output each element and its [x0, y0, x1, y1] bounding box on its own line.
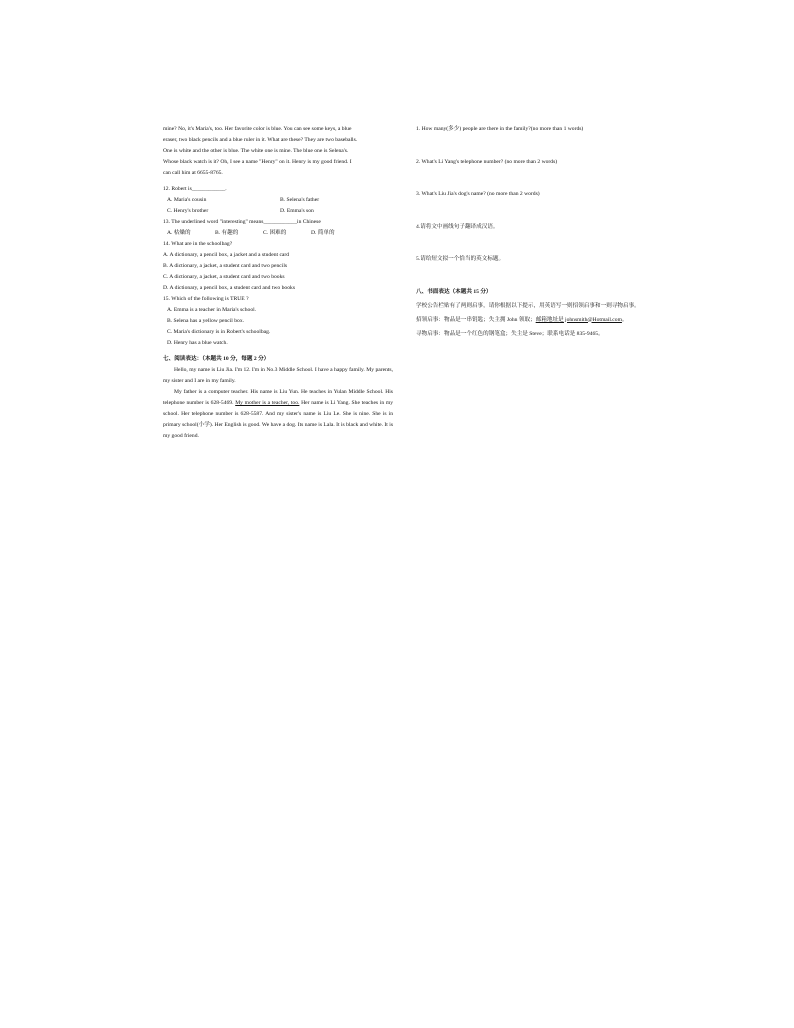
option-b: B. Selena has a yellow pencil box.	[167, 318, 245, 324]
email-address: 邮箱地址是 johnsmith@Hotmail.com	[535, 316, 622, 323]
reading-question-5: 5.请给短文拟一个恰当的英文标题。	[416, 256, 505, 262]
paragraph-text: Her name is Li Yang. She teaches in my school. Her telephone number is 628-5587. And my sister's name is Liu Le. She is nine. She is in primary school(小学). Her English is good. We have a dog. Its name is Lala. It is black and white. It is my good friend.	[163, 400, 393, 439]
option-a: A. A dictionary, a pencil box, a jacket and a student card	[163, 252, 290, 258]
left-column	[163, 124, 393, 442]
option-b: B. Selena's father	[280, 197, 320, 203]
option-a: A. 枯燥的	[167, 230, 191, 236]
question-13	[163, 217, 393, 239]
prompt-text: 招领启事：物品是一串钥匙；失主拥 John 领取；	[416, 316, 536, 323]
underlined-sentence: My mother is a teacher, too.	[235, 400, 300, 406]
passage-line: One is white and the other is blue. The white one is mine. The blue one is Selena's.	[163, 148, 349, 154]
option-a: A. Emma is a teacher in Maria's school.	[167, 307, 257, 313]
paragraph-text: My father is a computer teacher. His name is Liu Yun. He teaches in Yulan Middle School. His telephone number is 628-5469.	[163, 389, 393, 406]
question-stem: 15. Which of the following is TRUE ?	[163, 296, 249, 302]
reading-question-3: 3. What's Liu Jia's dog's name? (no more than 2 words)	[416, 191, 540, 197]
option-d: D. A dictionary, a pencil box, a student card and two books	[163, 285, 295, 291]
section-8	[416, 287, 648, 340]
passage-line: eraser, two black pencils and a blue ruler in it. What are these? They are two baseballs.	[163, 137, 358, 143]
passage-paragraph-2	[163, 387, 393, 442]
option-c: C. Maria's dictionary is in Robert's schoolbag.	[167, 329, 271, 335]
question-stem: 14. What are in the schoolbag?	[163, 241, 233, 247]
question-14	[163, 239, 393, 294]
section-7	[163, 354, 393, 442]
option-b: B. A dictionary, a jacket, a student card and two pencils	[163, 263, 288, 269]
question-15	[163, 294, 393, 349]
question-12	[163, 184, 393, 217]
lost-notice-prompt: 寻物启事：物品是一个红色的钢笔盒；失主是 Steve；联系电话是 835-9465。	[416, 330, 604, 337]
option-d: D. Emma's son	[280, 208, 314, 214]
prompt-text: 。	[621, 316, 628, 323]
option-c: C. A dictionary, a jacket, a student card and two books	[163, 274, 285, 280]
passage-paragraph-1: Hello, my name is Liu Jia. I'm 12. I'm in No.3 Middle School. I have a happy family. My parents, my sister and I are in my family.	[163, 367, 393, 384]
found-notice-prompt	[416, 315, 648, 326]
option-c: C. 困难的	[263, 230, 287, 236]
passage-line: Whose black watch is it? Oh, I see a name "Henry" on it. Henry is my good friend. I	[163, 159, 352, 165]
section-title: 八、书面表达（本题共 15 分）	[416, 288, 492, 295]
option-d: D. Henry has a blue watch.	[167, 340, 228, 346]
reading-question-4: 4.请将文中画线句子翻译成汉语。	[416, 223, 499, 230]
reading-question-1: 1. How many(多少) people are there in the family?(no more than 1 words)	[416, 126, 584, 132]
option-a: A. Maria's cousin	[167, 197, 207, 203]
reading-question-2: 2. What's Li Yang's telephone number? (no more than 2 words)	[416, 158, 558, 165]
option-d: D. 简单的	[311, 230, 335, 236]
writing-instructions: 学校公告栏贴有了两则启事，请你根据以下提示，用英语写一则招领启事和一则寻物启事。	[416, 302, 640, 309]
section-title: 七、阅读表达：（本题共 10 分，每题 2 分）	[163, 356, 270, 362]
question-stem: 13. The underlined word "interesting" means____________in Chinese	[163, 219, 321, 225]
passage-line: can call him at 6655-8765.	[163, 170, 223, 176]
right-column	[416, 124, 648, 340]
passage-line: mine? No, it's Maria's, too. Her favorite color is blue. You can see some keys, a blue	[163, 126, 352, 132]
question-stem: 12. Robert is____________.	[163, 186, 227, 192]
reading-passage-continued	[163, 124, 393, 179]
option-b: B. 有趣的	[215, 230, 239, 236]
option-c: C. Henry's brother	[167, 208, 209, 214]
